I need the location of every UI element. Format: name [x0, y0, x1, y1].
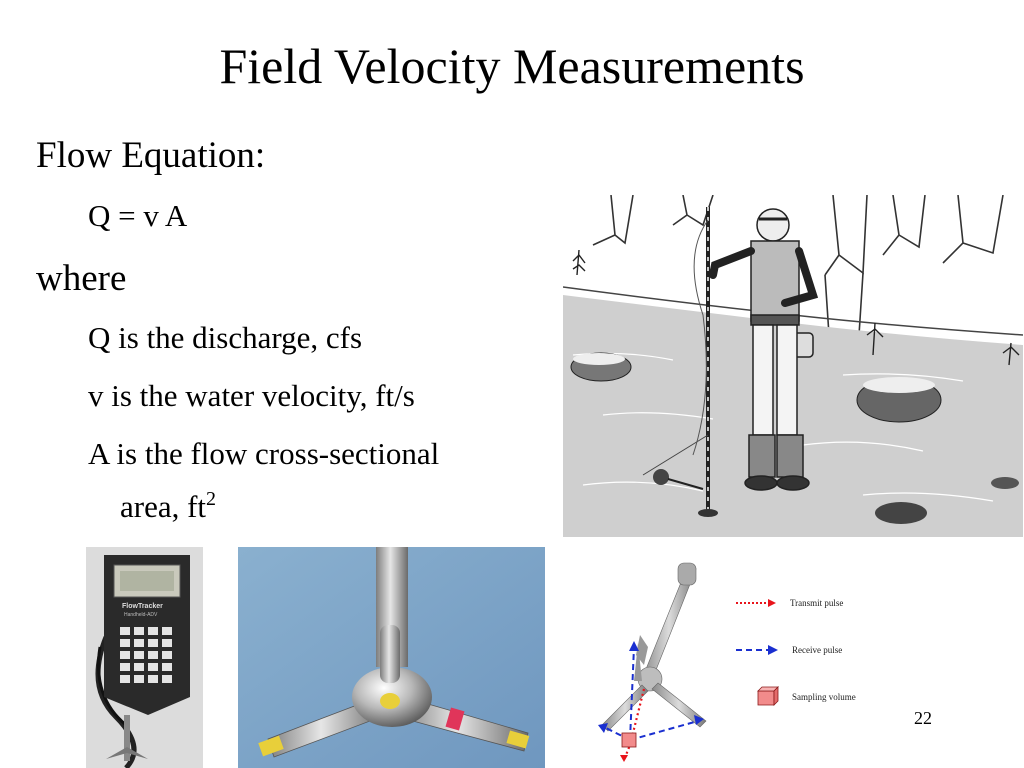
legend-sampling-label: Sampling volume — [792, 692, 856, 702]
flowtracker-handheld-photo — [86, 547, 203, 768]
legend-sampling — [758, 687, 856, 705]
slide-number: 22 — [914, 708, 932, 728]
slide-title: Field Velocity Measurements — [219, 38, 805, 94]
definition-area-continuation — [120, 481, 216, 525]
legend-transmit — [736, 598, 843, 608]
device-sublabel: Handheld-ADV — [124, 612, 158, 618]
flow-equation-heading: Flow Equation: — [36, 135, 266, 176]
where-heading: where — [36, 258, 127, 299]
flow-equation: Q = v A — [88, 198, 188, 233]
legend-receive-label: Receive pulse — [792, 645, 843, 655]
definition-velocity: v is the water velocity, ft/s — [88, 378, 415, 413]
area-unit-text: area, ft — [120, 489, 207, 524]
device-label: FlowTracker — [122, 603, 163, 610]
legend-receive — [736, 645, 842, 655]
legend-transmit-label: Transmit pulse — [790, 598, 844, 608]
adv-probe-photo — [238, 547, 545, 768]
area-unit-superscript: 2 — [206, 488, 217, 510]
adv-beam-diagram — [580, 555, 880, 768]
wading-measurement-illustration — [563, 195, 1023, 537]
definition-area: A is the flow cross-sectional — [88, 436, 440, 471]
definition-discharge: Q is the discharge, cfs — [88, 320, 363, 355]
